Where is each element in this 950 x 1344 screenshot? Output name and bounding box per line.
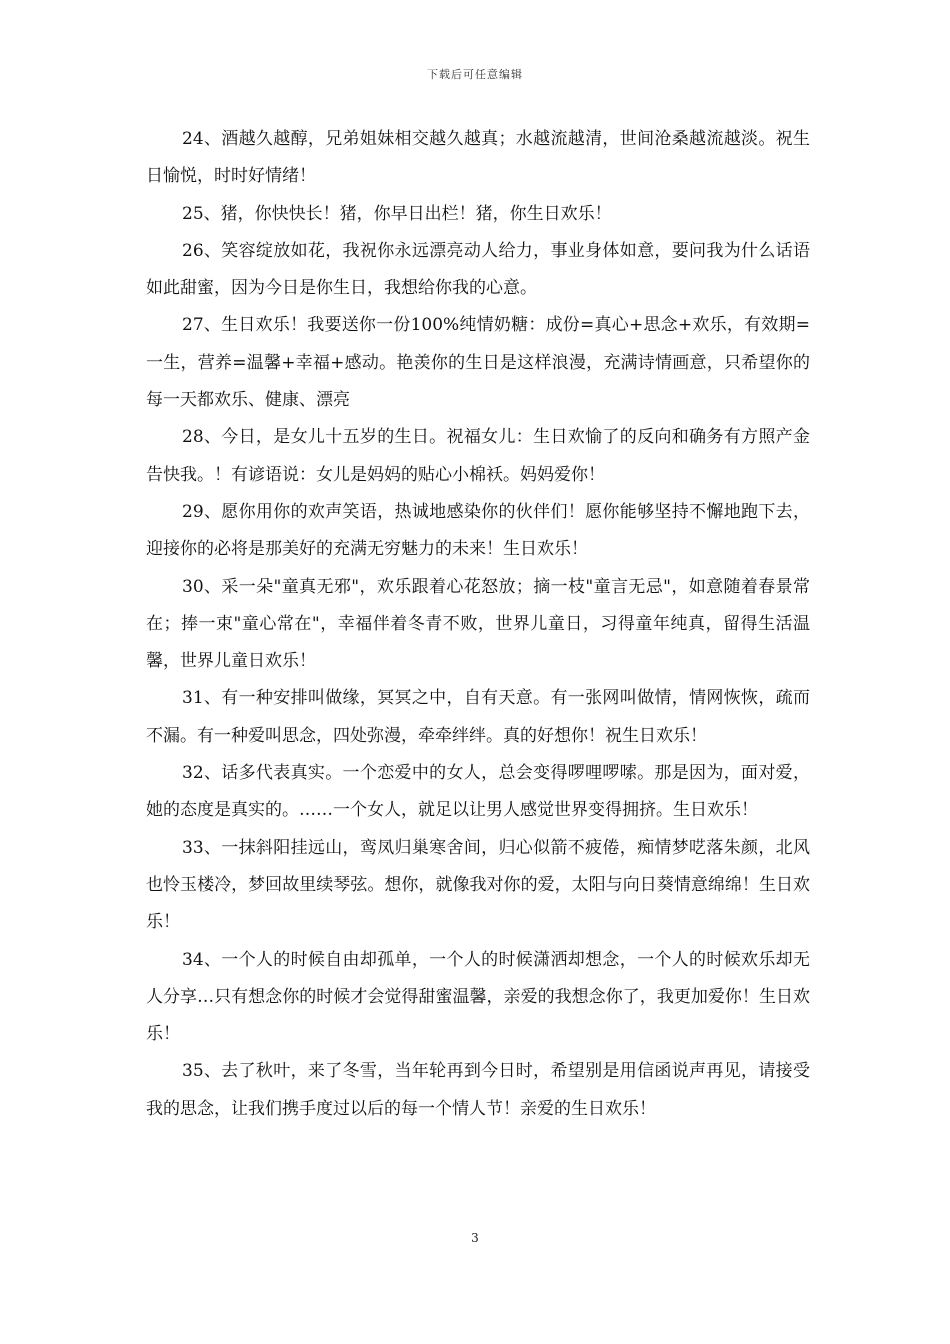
paragraph-25: 25、猪，你快快长！猪，你早日出栏！猪，你生日欢乐！ bbox=[182, 203, 612, 224]
paragraph-28: 28、今日，是女儿十五岁的生日。祝福女儿：生日欢愉了的反向和确务有方照产金告快我。！有谚语说：女儿是妈妈的贴心小棉袄。妈妈爱你！ bbox=[146, 427, 810, 485]
page-header: 下载后可任意编辑 bbox=[427, 68, 523, 81]
document-body bbox=[146, 121, 810, 1128]
paragraph-35: 35、去了秋叶，来了冬雪，当年轮再到今日时，希望别是用信函说声再见，请接受我的思念，让我们携手度过以后的每一个情人节！亲爱的生日欢乐！ bbox=[146, 1061, 810, 1119]
paragraph-34: 34、一个人的时候自由却孤单，一个人的时候潇洒却想念，一个人的时候欢乐却无人分享…只有想念你的时候才会觉得甜蜜温馨，亲爱的我想念你了，我更加爱你！生日欢乐！ bbox=[146, 949, 810, 1045]
paragraph-30: 30、采一朵"童真无邪"，欢乐跟着心花怒放；摘一枝"童言无忌"，如意随着春景常在；捧一束"童心常在"，幸福伴着冬青不败，世界儿童日，习得童年纯真，留得生活温馨，世界儿童日欢乐！ bbox=[146, 576, 810, 672]
paragraph-26: 26、笑容绽放如花，我祝你永远漂亮动人给力，事业身体如意，要问我为什么话语如此甜蜜，因为今日是你生日，我想给你我的心意。 bbox=[146, 240, 810, 299]
paragraph-29: 29、愿你用你的欢声笑语，热诚地感染你的伙伴们！愿你能够坚持不懈地跑下去，迎接你的必将是那美好的充满无穷魅力的未来！生日欢乐！ bbox=[146, 501, 810, 560]
paragraph-31: 31、有一种安排叫做缘，冥冥之中，自有天意。有一张网叫做情，情网恢恢，疏而不漏。有一种爱叫思念，四处弥漫，牵牵绊绊。真的好想你！祝生日欢乐！ bbox=[146, 688, 810, 746]
paragraph-33: 33、一抹斜阳挂远山，鸾凤归巢寒舍间，归心似箭不疲倦，痴情梦呓落朱颜，北风也怜玉楼冷，梦回故里续琴弦。想你，就像我对你的爱，太阳与向日葵情意绵绵！生日欢乐！ bbox=[146, 837, 810, 933]
paragraph-27: 27、生日欢乐！我要送你一份100%纯情奶糖：成份=真心+思念+欢乐，有效期=一生，营养=温馨+幸福+感动。艳羡你的生日是这样浪漫，充满诗情画意，只希望你的每一天都欢乐、健康、漂亮 bbox=[146, 315, 810, 411]
page-number: 3 bbox=[471, 1231, 479, 1245]
paragraph-32: 32、话多代表真实。一个恋爱中的女人，总会变得啰哩啰嗦。那是因为，面对爱，她的态度是真实的。……一个女人，就足以让男人感觉世界变得拥挤。生日欢乐！ bbox=[146, 763, 810, 821]
paragraph-24: 24、酒越久越醇，兄弟姐妹相交越久越真；水越流越清，世间沧桑越流越淡。祝生日愉悦，时时好情绪！ bbox=[146, 129, 810, 187]
